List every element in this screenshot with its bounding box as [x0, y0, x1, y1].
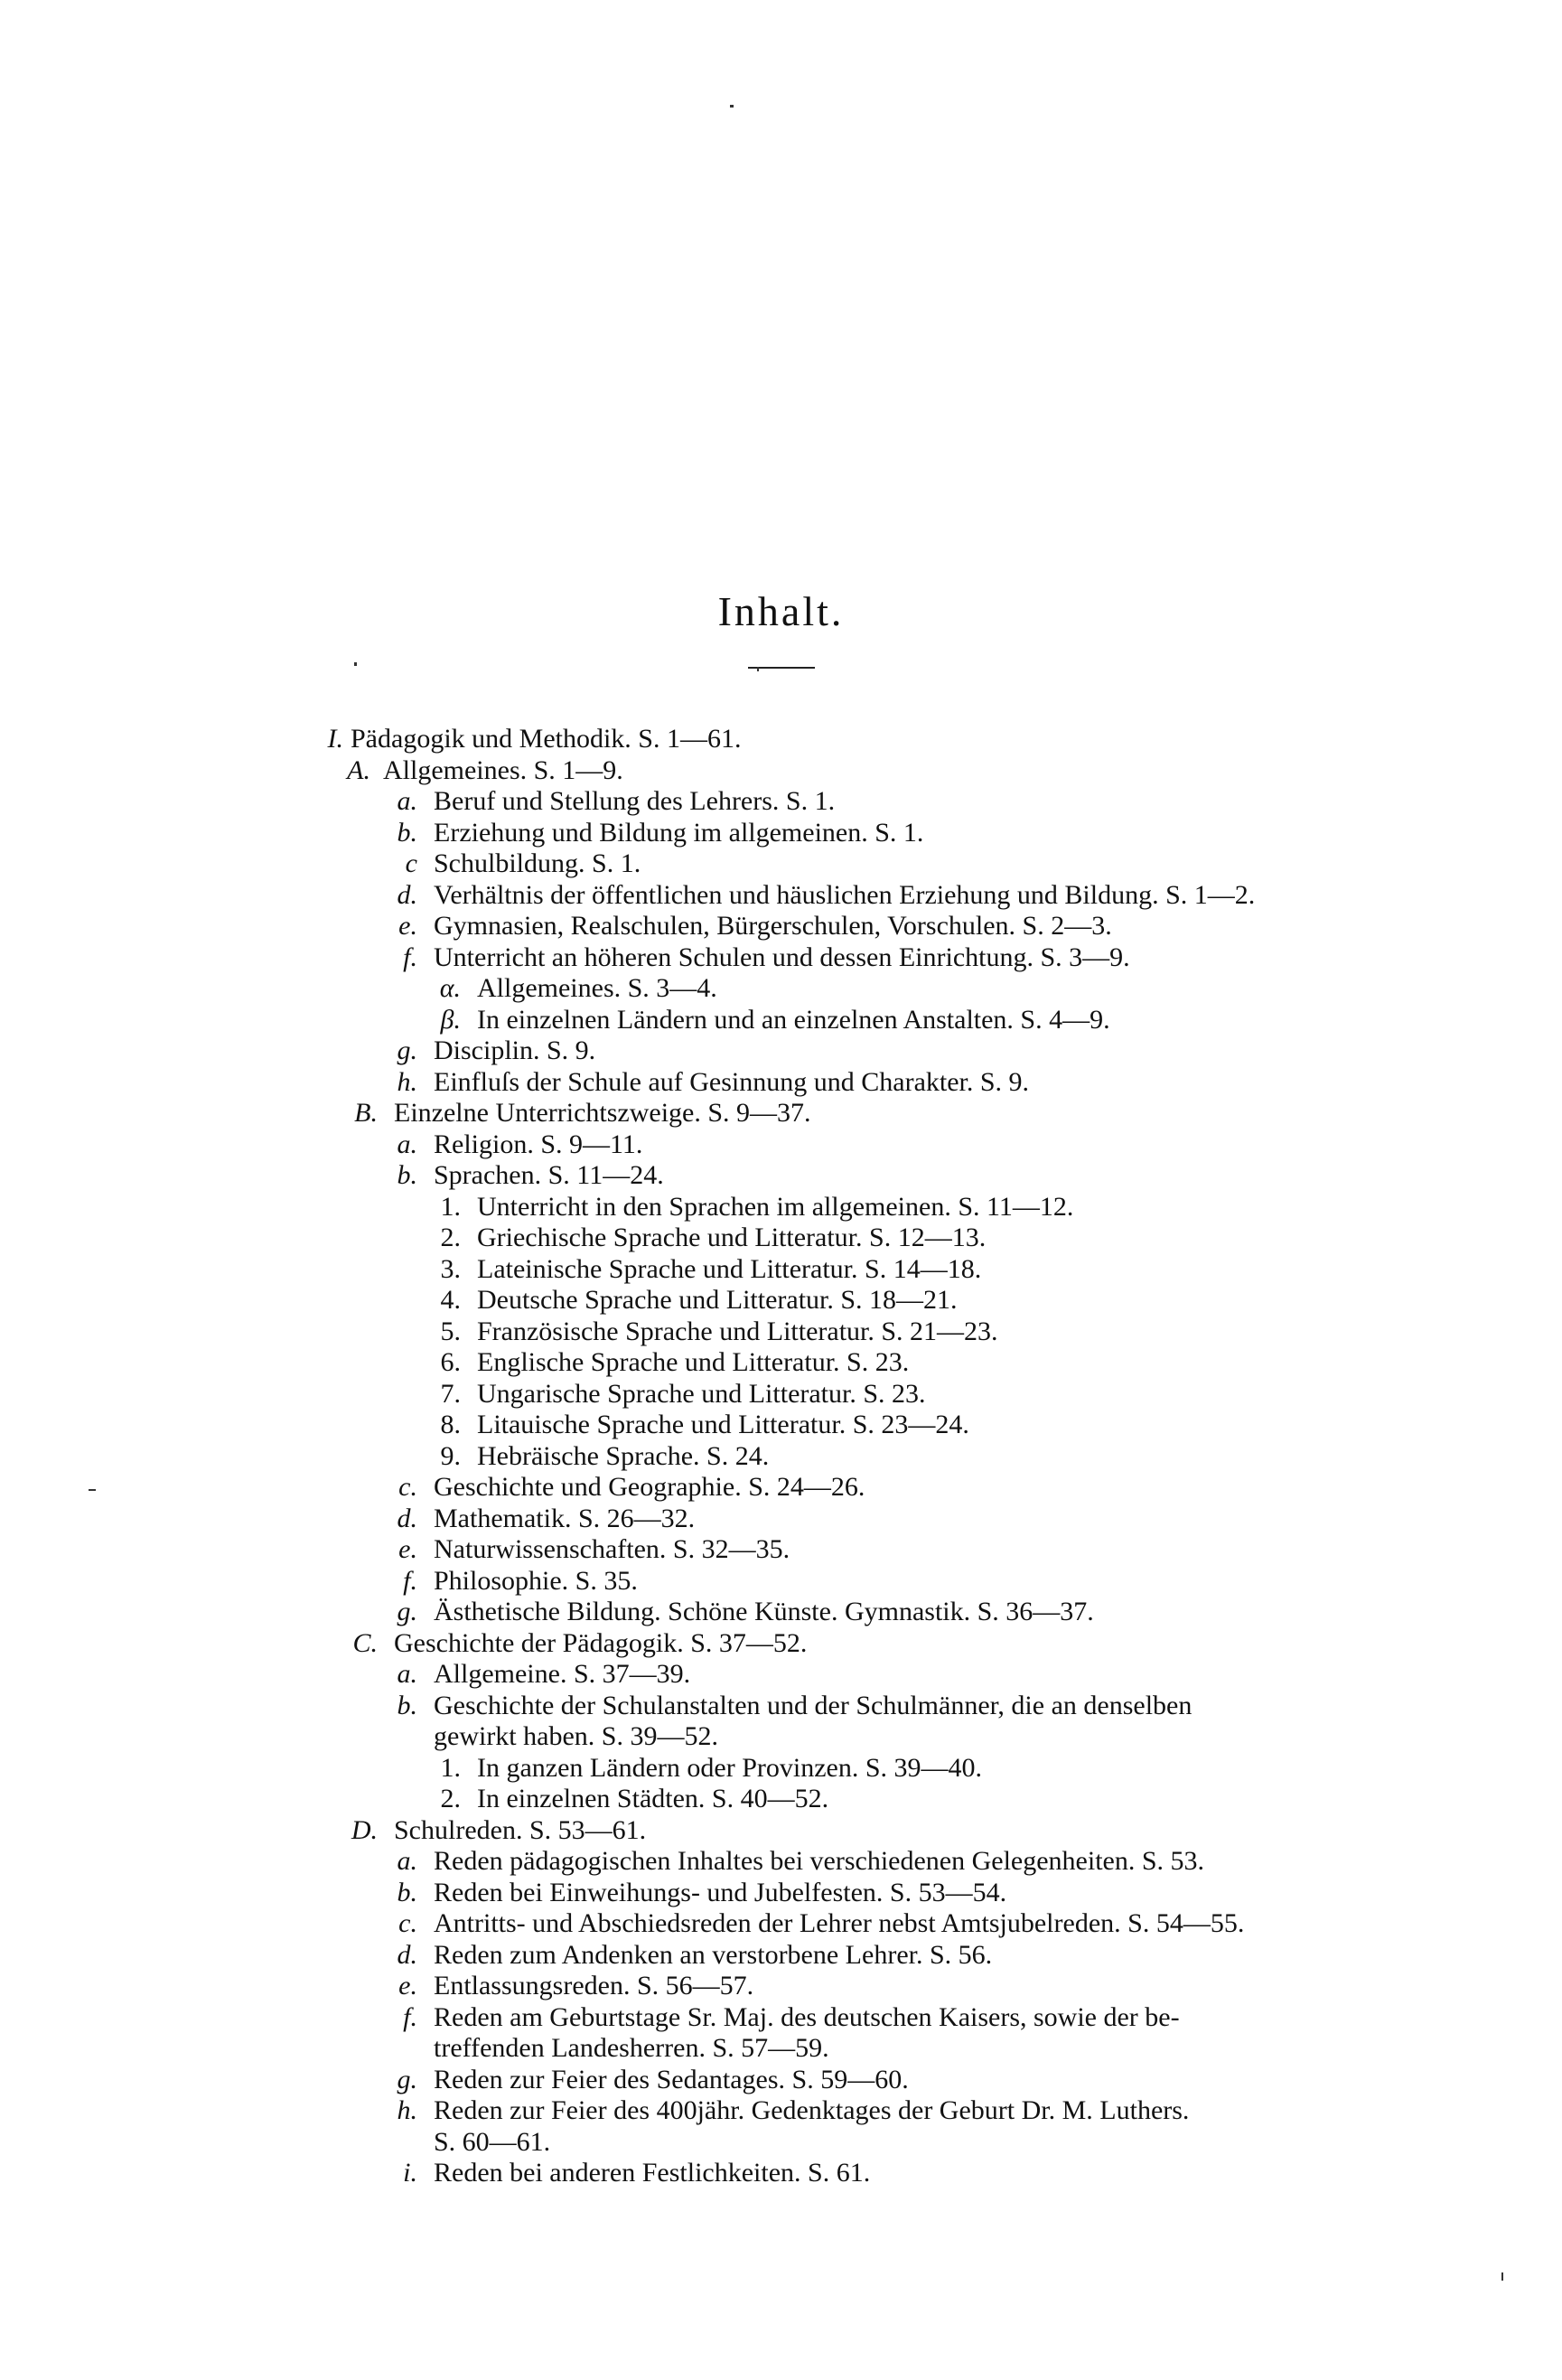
toc-entry	[0, 1877, 1562, 1909]
toc-entry-marker: g.	[397, 1597, 417, 1626]
toc-entry-marker: d.	[397, 1939, 417, 1970]
toc-entry-marker: d.	[397, 1503, 417, 1533]
toc-entry-text: Erziehung und Bildung im allgemeinen. S. 1.	[434, 817, 924, 848]
toc-entry-text: Philosophie. S. 35.	[434, 1565, 638, 1596]
toc-entry-marker: b.	[397, 1690, 417, 1720]
toc-entry-text: Allgemeines. S. 1—9.	[383, 754, 623, 785]
toc-entry-text: In ganzen Ländern oder Provinzen. S. 39—40.	[477, 1752, 983, 1783]
page-title: Inhalt.	[717, 588, 845, 634]
toc-entry	[0, 848, 1562, 880]
toc-entry	[0, 1191, 1562, 1223]
toc-entry-text: Unterricht an höheren Schulen und dessen Einrichtung. S. 3—9.	[434, 942, 1130, 972]
toc-entry-text: Religion. S. 9—11.	[434, 1129, 643, 1159]
toc-entry	[0, 1658, 1562, 1691]
toc-entry-text: Unterricht in den Sprachen im allgemeinen. S. 11—12.	[477, 1191, 1074, 1222]
toc-entry-text: Entlassungsreden. S. 56—57.	[434, 1971, 754, 2001]
toc-entry-marker: α.	[439, 973, 461, 1003]
toc-entry-text: Ungarische Sprache und Litteratur. S. 23.	[477, 1378, 926, 1409]
toc-entry-text: Schulreden. S. 53—61.	[394, 1814, 647, 1845]
scan-speck	[1501, 2272, 1503, 2281]
toc-entry	[0, 2064, 1562, 2096]
toc-entry-marker: c	[405, 848, 417, 878]
toc-entry-marker: D.	[351, 1814, 378, 1845]
toc-entry-text: treffenden Landesherren. S. 57—59.	[434, 2033, 829, 2063]
toc-entry	[0, 942, 1562, 974]
toc-entry	[0, 1316, 1562, 1348]
toc-entry-text: Allgemeines. S. 3—4.	[477, 973, 717, 1003]
toc-entry	[0, 1720, 1562, 1753]
toc-entry-marker: h.	[397, 2095, 417, 2125]
toc-entry-marker: c.	[398, 1908, 417, 1938]
scan-speck	[730, 105, 734, 108]
toc-entry-marker: 2.	[440, 1784, 461, 1813]
toc-entry-text: Ästhetische Bildung. Schöne Künste. Gymnastik. S. 36—37.	[434, 1597, 1094, 1626]
toc-entry	[0, 1129, 1562, 1161]
toc-entry-marker: e.	[398, 911, 417, 941]
toc-entry	[0, 1907, 1562, 1940]
toc-entry	[0, 2094, 1562, 2127]
toc-entry-text: Geschichte der Pädagogik. S. 37—52.	[394, 1627, 808, 1658]
toc-entry-text: Englische Sprache und Litteratur. S. 23.	[477, 1347, 910, 1377]
toc-entry	[0, 2126, 1562, 2159]
toc-entry-text: Disciplin. S. 9.	[434, 1035, 596, 1065]
toc-entry-text: Deutsche Sprache und Litteratur. S. 18—21.	[477, 1285, 958, 1315]
toc-entry	[0, 1346, 1562, 1379]
toc-entry-text: Geschichte der Schulanstalten und der Schulmänner, die an denselben	[434, 1690, 1193, 1720]
toc-entry-text: gewirkt haben. S. 39—52.	[434, 1721, 718, 1751]
toc-entry-marker: A.	[347, 754, 370, 785]
toc-entry	[0, 1814, 1562, 1847]
toc-entry	[0, 1035, 1562, 1067]
toc-entry-text: Französische Sprache und Litteratur. S. 21—23.	[477, 1316, 998, 1346]
scan-speck	[354, 662, 357, 666]
toc-entry	[0, 754, 1562, 787]
toc-entry	[0, 1970, 1562, 2002]
toc-entry-text: Beruf und Stellung des Lehrers. S. 1.	[434, 786, 836, 816]
toc-entry-marker: C.	[352, 1627, 378, 1658]
toc-entry-text: Reden pädagogischen Inhaltes bei verschiedenen Gelegenheiten. S. 53.	[434, 1846, 1205, 1876]
toc-entry-text: Naturwissenschaften. S. 32—35.	[434, 1534, 790, 1564]
toc-entry-text: In einzelnen Ländern und an einzelnen Anstalten. S. 4—9.	[477, 1004, 1110, 1035]
toc-entry	[0, 1222, 1562, 1254]
toc-entry	[0, 2001, 1562, 2034]
toc-entry-marker: a.	[397, 1129, 417, 1159]
toc-entry-marker: b.	[397, 1160, 417, 1190]
toc-entry-text: Hebräische Sprache. S. 24.	[477, 1440, 770, 1471]
toc-entry	[0, 1503, 1562, 1535]
toc-entry	[0, 1596, 1562, 1628]
toc-entry-text: Einzelne Unterrichtszweige. S. 9—37.	[394, 1098, 811, 1128]
toc-entry-text: Mathematik. S. 26—32.	[434, 1503, 696, 1533]
toc-entry-text: In einzelnen Städten. S. 40—52.	[477, 1784, 829, 1813]
toc-entry	[0, 1533, 1562, 1566]
toc-entry	[0, 1378, 1562, 1410]
toc-entry-marker: 1.	[440, 1191, 461, 1222]
toc-entry-marker: 1.	[440, 1752, 461, 1783]
toc-entry	[0, 1471, 1562, 1504]
toc-entry-marker: 7.	[440, 1378, 461, 1409]
toc-entry	[0, 1939, 1562, 1972]
toc-entry-text: Reden zur Feier des 400jähr. Gedenktages der Geburt Dr. M. Luthers.	[434, 2095, 1190, 2125]
toc-entry	[0, 817, 1562, 849]
toc-entry-marker: a.	[397, 1659, 417, 1689]
toc-entry-text: Reden am Geburtstage Sr. Maj. des deutschen Kaisers, sowie der be-	[434, 2001, 1180, 2032]
toc-entry-text: Griechische Sprache und Litteratur. S. 12—13.	[477, 1223, 987, 1252]
toc-entry-text: Allgemeine. S. 37—39.	[434, 1659, 691, 1689]
toc-entry-marker: f.	[403, 1565, 417, 1596]
toc-entry-marker: a.	[397, 786, 417, 816]
toc-entry	[0, 1440, 1562, 1473]
toc-entry-marker: a.	[397, 1846, 417, 1876]
toc-entry	[0, 2157, 1562, 2189]
toc-entry	[0, 723, 1562, 755]
toc-entry-marker: e.	[398, 1534, 417, 1564]
toc-entry	[0, 1066, 1562, 1099]
toc-entry	[0, 1409, 1562, 1441]
toc-entry-text: S. 60—61.	[434, 2126, 551, 2157]
toc-entry	[0, 1783, 1562, 1815]
toc-entry	[0, 785, 1562, 818]
toc-entry-marker: 6.	[440, 1347, 461, 1377]
toc-entry	[0, 1690, 1562, 1722]
toc-entry	[0, 1284, 1562, 1316]
toc-entry-marker: e.	[398, 1971, 417, 2001]
toc-entry-marker: 5.	[440, 1316, 461, 1346]
toc-entry	[0, 972, 1562, 1005]
toc-entry	[0, 1845, 1562, 1878]
toc-entry-text: Reden bei anderen Festlichkeiten. S. 61.	[434, 2158, 871, 2188]
toc-entry-text: Reden bei Einweihungs- und Jubelfesten. S. 53—54.	[434, 1877, 1007, 1907]
toc-entry-marker: g.	[397, 2064, 417, 2094]
toc-entry-marker: f.	[403, 2001, 417, 2032]
scan-speck	[757, 667, 759, 671]
toc-entry	[0, 1627, 1562, 1660]
toc-entry-marker: g.	[397, 1035, 417, 1065]
toc-entry-marker: f.	[403, 942, 417, 972]
toc-entry	[0, 1752, 1562, 1785]
toc-entry-text: Reden zum Andenken an verstorbene Lehrer. S. 56.	[434, 1939, 993, 1970]
toc-entry-text: Litauische Sprache und Litteratur. S. 23—24.	[477, 1410, 969, 1439]
toc-entry	[0, 1159, 1562, 1192]
toc-entry	[0, 910, 1562, 942]
toc-entry	[0, 1097, 1562, 1129]
toc-entry-marker: β.	[440, 1004, 461, 1035]
toc-entry-text: Pädagogik und Methodik. S. 1—61.	[351, 724, 742, 754]
toc-entry-marker: I.	[327, 724, 343, 754]
toc-entry-marker: b.	[397, 1877, 417, 1907]
toc-entry-marker: d.	[397, 879, 417, 910]
toc-entry-marker: 8.	[440, 1410, 461, 1439]
toc-entry-marker: h.	[397, 1066, 417, 1097]
toc-entry	[0, 1004, 1562, 1036]
toc-entry	[0, 2032, 1562, 2065]
toc-entry-text: Lateinische Sprache und Litteratur. S. 14—18.	[477, 1253, 982, 1284]
toc-entry-text: Einfluſs der Schule auf Gesinnung und Charakter. S. 9.	[434, 1066, 1030, 1097]
toc-entry-text: Schulbildung. S. 1.	[434, 848, 641, 878]
toc-entry-text: Gymnasien, Realschulen, Bürgerschulen, Vorschulen. S. 2—3.	[434, 911, 1112, 941]
toc-entry-marker: c.	[398, 1472, 417, 1502]
toc-entry-marker: b.	[397, 817, 417, 848]
toc-entry-marker: 3.	[440, 1253, 461, 1284]
toc-entry-marker: 9.	[440, 1440, 461, 1471]
toc-entry	[0, 879, 1562, 912]
toc-entry-text: Geschichte und Geographie. S. 24—26.	[434, 1472, 865, 1502]
toc-entry-marker: i.	[403, 2158, 417, 2188]
toc-entry	[0, 1253, 1562, 1286]
toc-entry-text: Antritts- und Abschiedsreden der Lehrer nebst Amtsjubelreden. S. 54—55.	[434, 1908, 1245, 1938]
toc-entry-marker: 2.	[440, 1223, 461, 1252]
toc-entry	[0, 1565, 1562, 1598]
toc-entry-marker: 4.	[440, 1285, 461, 1315]
toc-entry-marker: B.	[354, 1098, 378, 1128]
toc-entry-text: Reden zur Feier des Sedantages. S. 59—60.	[434, 2064, 909, 2094]
toc-entry-text: Verhältnis der öffentlichen und häuslichen Erziehung und Bildung. S. 1—2.	[434, 879, 1256, 910]
toc-entry-text: Sprachen. S. 11—24.	[434, 1160, 664, 1190]
